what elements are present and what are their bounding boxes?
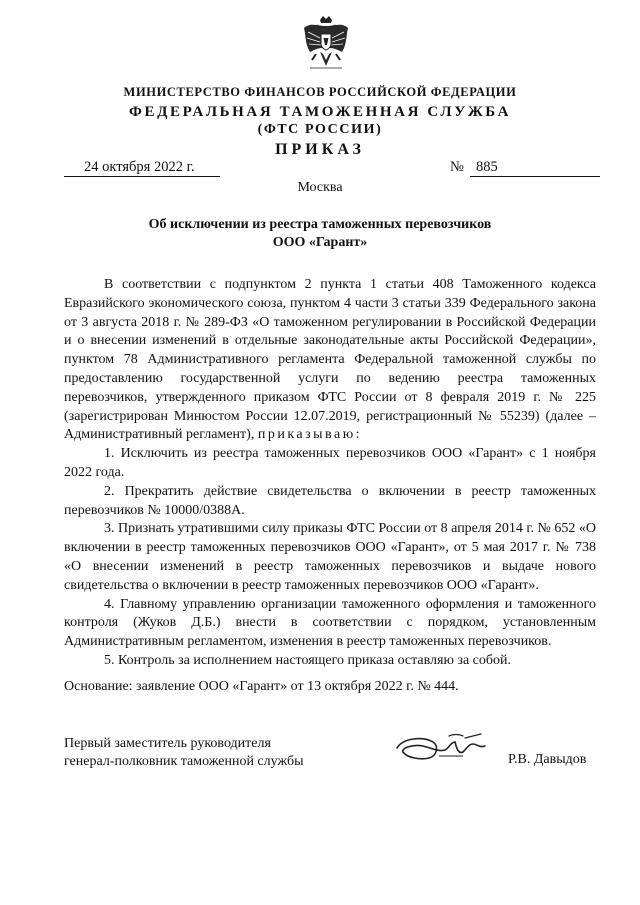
signatory-name: Р.В. Давыдов	[508, 752, 587, 767]
order-item: 5. Контроль за исполнением настоящего приказа оставляю за собой.	[104, 652, 512, 668]
position-line: Первый заместитель руководителя	[64, 736, 271, 751]
number-sign: №	[450, 159, 464, 175]
order-item: 4. Главному управлению организации таможенного оформления и таможенного контроля (Жуков Д.Б.) внести в соответствии с порядком, установленным Административным регламентом, изменения в реестр таможенных перевозчиков.	[64, 596, 596, 650]
russian-coat-of-arms-icon	[300, 14, 352, 78]
signatory-position	[64, 735, 303, 771]
service-abbreviation: (ФТС РОССИИ)	[257, 122, 383, 137]
title-line: Об исключении из реестра таможенных перевозчиков	[148, 217, 492, 232]
document-date: 24 октября 2022 г.	[64, 158, 220, 177]
order-word: приказываю:	[257, 427, 363, 443]
handwritten-signature-icon	[393, 730, 493, 768]
preamble-text: В соответствии с подпунктом 2 пункта 1 статьи 408 Таможенного кодекса Евразийского экономического союза, пунктом 4 части 3 статьи 339 Федерального закона от 3 августа 2018 г. № 289-ФЗ «О таможенном регулировании в Российской Федерации и о внесении изменений в отдельные законодательные акты Российской Федерации», пунктом 78 Административного регламента Федеральной таможенной службы по предоставлению государственной услуги по ведению реестра таможенных перевозчиков, утвержденного приказом ФТС России от 8 февраля 2019 г. № 225 (зарегистрирован Минюстом России 12.07.2019, регистрационный № 55239) (далее – Административный регламент),	[64, 277, 596, 443]
title-line: ООО «Гарант»	[272, 235, 368, 250]
document-title	[0, 216, 640, 252]
order-item: 3. Признать утратившими силу приказы ФТС России от 8 апреля 2014 г. № 652 «О включении в реестр таможенных перевозчиков ООО «Гарант», от 5 мая 2017 г. № 738 «О внесении изменений в реестр таможенных перевозчиков и выдаче нового свидетельства о включении в реестр таможенных перевозчиков ООО «Гарант».	[64, 521, 596, 593]
position-line: генерал-полковник таможенной службы	[64, 754, 304, 769]
order-item: 1. Исключить из реестра таможенных перевозчиков ООО «Гарант» с 1 ноября 2022 года.	[64, 446, 596, 480]
order-item: 2. Прекратить действие свидетельства о включении в реестр таможенных перевозчиков № 10000/0388А.	[64, 483, 596, 518]
basis-note: Основание: заявление ООО «Гарант» от 13 октября 2022 г. № 444.	[64, 679, 459, 694]
service-name: ФЕДЕРАЛЬНАЯ ТАМОЖЕННАЯ СЛУЖБА	[128, 104, 512, 120]
preamble-paragraph	[64, 276, 596, 445]
document-type: ПРИКАЗ	[275, 141, 365, 158]
ministry-name: МИНИСТЕРСТВО ФИНАНСОВ РОССИЙСКОЙ ФЕДЕРАЦИИ	[123, 85, 517, 99]
document-city: Москва	[297, 180, 343, 195]
document-body	[64, 276, 596, 671]
document-number: 885	[470, 158, 600, 177]
